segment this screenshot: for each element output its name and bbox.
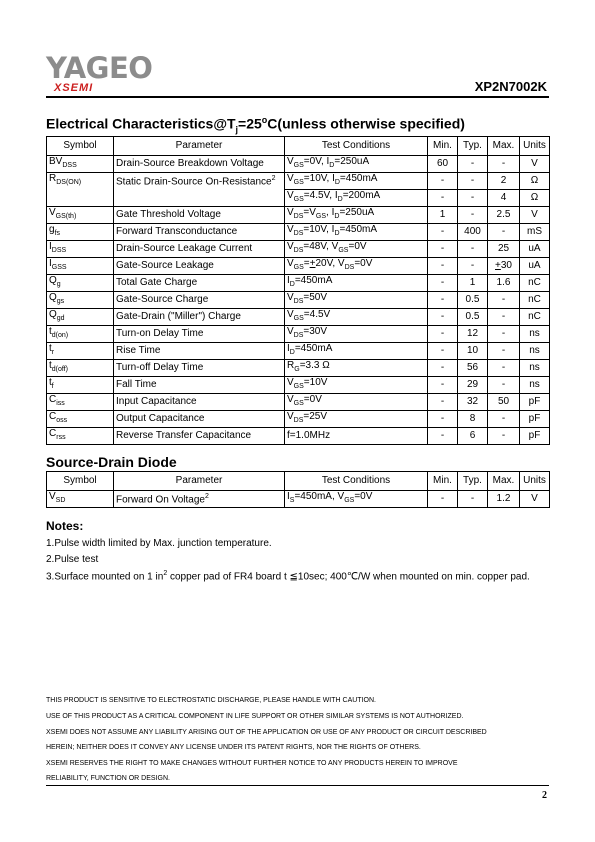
table-row	[47, 360, 550, 377]
typ-cell: 8	[458, 411, 488, 428]
disclaimer-line: HEREIN; NEITHER DOES IT CONVEY ANY LICENSE UNDER ITS PATENT RIGHTS, NOR THE RIGHTS OF OTHERS.	[46, 744, 421, 751]
max-cell: -	[488, 428, 520, 445]
max-cell: 1.6	[488, 275, 520, 292]
condition-cell: $V_{GS}=4.5V$, $I_D=200mA$	[285, 190, 428, 207]
parameter-cell: Reverse Transfer Capacitance	[114, 428, 285, 445]
table-header-row	[47, 137, 550, 156]
min-cell: -	[428, 292, 458, 309]
max-cell: 4	[488, 190, 520, 207]
unit-cell: V	[520, 156, 550, 173]
symbol-cell: $C_{rss}$	[47, 428, 114, 445]
condition-cell: $R_G=3.3$ Ω	[285, 360, 428, 377]
symbol-cell: $Q_g$	[47, 275, 114, 292]
column-header: Min.	[428, 137, 458, 156]
unit-cell: mS	[520, 224, 550, 241]
symbol-cell: $g_{fs}$	[47, 224, 114, 241]
condition-cell: $V_{GS}=10V$	[285, 377, 428, 394]
unit-cell: nC	[520, 292, 550, 309]
table-row	[47, 491, 550, 508]
max-cell: -	[488, 377, 520, 394]
max-cell: -	[488, 309, 520, 326]
typ-cell: -	[458, 258, 488, 275]
typ-cell: 56	[458, 360, 488, 377]
max-cell: -	[488, 343, 520, 360]
note-1: 1.Pulse width limited by Max. junction temperature.	[46, 538, 272, 549]
table-header-row	[47, 472, 550, 491]
column-header: Units	[520, 472, 550, 491]
max-cell: -	[488, 326, 520, 343]
min-cell: -	[428, 428, 458, 445]
condition-cell: $I_D=450mA$	[285, 275, 428, 292]
typ-cell: -	[458, 491, 488, 508]
symbol-cell: $V_{SD}$	[47, 491, 114, 508]
symbol-cell: $t_{d(on)}$	[47, 326, 114, 343]
column-header: Max.	[488, 137, 520, 156]
table-row	[47, 377, 550, 394]
parameter-cell: Gate-Source Leakage	[114, 258, 285, 275]
symbol-cell: $Q_{gs}$	[47, 292, 114, 309]
logo-wordmark: YAGEO	[46, 51, 153, 85]
condition-cell: $I_D=450mA$	[285, 343, 428, 360]
page-number: 2	[542, 790, 547, 801]
condition-cell: $V_{GS}=+20V$, $V_{DS}=0V$	[285, 258, 428, 275]
typ-cell: -	[458, 190, 488, 207]
typ-cell: 400	[458, 224, 488, 241]
disclaimer-line: RELIABILITY, FUNCTION OR DESIGN.	[46, 775, 170, 782]
note-2: 2.Pulse test	[46, 554, 99, 565]
typ-cell: 12	[458, 326, 488, 343]
column-header: Parameter	[114, 137, 285, 156]
header-divider	[46, 96, 549, 98]
max-cell: -	[488, 224, 520, 241]
table-row	[47, 394, 550, 411]
condition-cell: f=1.0MHz	[285, 428, 428, 445]
logo-subbrand: XSEMI	[54, 82, 94, 94]
table-row	[47, 292, 550, 309]
typ-cell: 1	[458, 275, 488, 292]
footer-divider	[46, 785, 549, 786]
symbol-cell: $t_r$	[47, 343, 114, 360]
unit-cell: Ω	[520, 173, 550, 190]
table-row	[47, 173, 550, 190]
parameter-cell: Gate Threshold Voltage	[114, 207, 285, 224]
condition-cell: $V_{GS}=0V$, $I_D=250uA$	[285, 156, 428, 173]
parameter-cell: Forward Transconductance	[114, 224, 285, 241]
min-cell: -	[428, 377, 458, 394]
table-row	[47, 207, 550, 224]
symbol-cell: $I_{GSS}$	[47, 258, 114, 275]
symbol-cell: $Q_{gd}$	[47, 309, 114, 326]
unit-cell: V	[520, 207, 550, 224]
condition-cell: $V_{DS}=V_{GS}$, $I_D=250uA$	[285, 207, 428, 224]
typ-cell: -	[458, 156, 488, 173]
min-cell: -	[428, 394, 458, 411]
min-cell: -	[428, 360, 458, 377]
parameter-cell: Turn-off Delay Time	[114, 360, 285, 377]
column-header: Parameter	[114, 472, 285, 491]
max-cell: 2	[488, 173, 520, 190]
symbol-cell: $C_{iss}$	[47, 394, 114, 411]
column-header: Symbol	[47, 472, 114, 491]
max-cell: 25	[488, 241, 520, 258]
condition-cell: $V_{GS}=0V$	[285, 394, 428, 411]
column-header: Units	[520, 137, 550, 156]
table-row	[47, 224, 550, 241]
part-number: XP2N7002K	[474, 79, 547, 94]
unit-cell: pF	[520, 411, 550, 428]
unit-cell: V	[520, 491, 550, 508]
table-row	[47, 258, 550, 275]
unit-cell: uA	[520, 241, 550, 258]
symbol-cell: $BV_{DSS}$	[47, 156, 114, 173]
max-cell: 50	[488, 394, 520, 411]
max-cell: -	[488, 411, 520, 428]
parameter-cell: Gate-Source Charge	[114, 292, 285, 309]
max-cell: -	[488, 292, 520, 309]
min-cell: -	[428, 241, 458, 258]
symbol-cell: $R_{DS(ON)}$	[47, 173, 114, 207]
disclaimer-line: THIS PRODUCT IS SENSITIVE TO ELECTROSTATIC DISCHARGE, PLEASE HANDLE WITH CAUTION.	[46, 697, 376, 704]
yageo-logo	[46, 51, 153, 94]
table-row	[47, 428, 550, 445]
parameter-cell: Gate-Drain ("Miller") Charge	[114, 309, 285, 326]
typ-cell: 0.5	[458, 309, 488, 326]
unit-cell: ns	[520, 343, 550, 360]
symbol-cell: $t_{d(off)}$	[47, 360, 114, 377]
parameter-cell: Total Gate Charge	[114, 275, 285, 292]
table-row	[47, 241, 550, 258]
column-header: Typ.	[458, 137, 488, 156]
max-cell: -	[488, 360, 520, 377]
unit-cell: nC	[520, 309, 550, 326]
condition-cell: $V_{DS}=10V$, $I_D=450mA$	[285, 224, 428, 241]
column-header: Test Conditions	[285, 137, 428, 156]
min-cell: -	[428, 275, 458, 292]
unit-cell: ns	[520, 326, 550, 343]
table-row	[47, 275, 550, 292]
parameter-cell: Drain-Source Leakage Current	[114, 241, 285, 258]
table-row	[47, 326, 550, 343]
unit-cell: pF	[520, 394, 550, 411]
unit-cell: uA	[520, 258, 550, 275]
symbol-cell: $I_{DSS}$	[47, 241, 114, 258]
typ-cell: -	[458, 207, 488, 224]
min-cell: -	[428, 326, 458, 343]
typ-cell: 10	[458, 343, 488, 360]
typ-cell: 29	[458, 377, 488, 394]
symbol-cell: $C_{oss}$	[47, 411, 114, 428]
condition-cell: $V_{DS}=30V$	[285, 326, 428, 343]
max-cell: +30	[488, 258, 520, 275]
min-cell: -	[428, 190, 458, 207]
unit-cell: Ω	[520, 190, 550, 207]
condition-cell: $V_{GS}=10V$, $I_D=450mA$	[285, 173, 428, 190]
max-cell: -	[488, 156, 520, 173]
disclaimer-line: XSEMI DOES NOT ASSUME ANY LIABILITY ARISING OUT OF THE APPLICATION OR USE OF ANY PRODUCT OR CIRCUIT DESCRIBED	[46, 729, 487, 736]
parameter-cell: Rise Time	[114, 343, 285, 360]
unit-cell: ns	[520, 377, 550, 394]
parameter-cell: Forward On Voltage$^2$	[114, 491, 285, 508]
electrical-title: Electrical $Characteristics@T_j=25^oC(unless$ otherwise specified)	[46, 115, 465, 135]
min-cell: 60	[428, 156, 458, 173]
min-cell: -	[428, 491, 458, 508]
parameter-cell: Drain-Source Breakdown Voltage	[114, 156, 285, 173]
parameter-cell: Fall Time	[114, 377, 285, 394]
unit-cell: pF	[520, 428, 550, 445]
typ-cell: 32	[458, 394, 488, 411]
notes-title: Notes:	[46, 519, 84, 533]
min-cell: -	[428, 258, 458, 275]
max-cell: 2.5	[488, 207, 520, 224]
max-cell: 1.2	[488, 491, 520, 508]
parameter-cell: Output Capacitance	[114, 411, 285, 428]
column-header: Typ.	[458, 472, 488, 491]
note-3: 3.Surface mounted on 1 $in^2$ copper pad of FR4 board t ≦10sec; 400℃/W when mounted on min. copper pad.	[46, 570, 530, 583]
table-row	[47, 411, 550, 428]
condition-cell: $V_{GS}=4.5V$	[285, 309, 428, 326]
electrical-table	[46, 136, 550, 445]
parameter-cell: Input Capacitance	[114, 394, 285, 411]
min-cell: -	[428, 173, 458, 190]
column-header: Max.	[488, 472, 520, 491]
unit-cell: ns	[520, 360, 550, 377]
min-cell: 1	[428, 207, 458, 224]
symbol-cell: $V_{GS(th)}$	[47, 207, 114, 224]
condition-cell: $I_S=450mA$, $V_{GS}=0V$	[285, 491, 428, 508]
typ-cell: 0.5	[458, 292, 488, 309]
parameter-cell: Turn-on Delay Time	[114, 326, 285, 343]
disclaimer-line: USE OF THIS PRODUCT AS A CRITICAL COMPONENT IN LIFE SUPPORT OR OTHER SIMILAR SYSTEMS IS NOT AUTHORIZED.	[46, 713, 464, 720]
column-header: Min.	[428, 472, 458, 491]
column-header: Symbol	[47, 137, 114, 156]
condition-cell: $V_{DS}=48V$, $V_{GS}=0V$	[285, 241, 428, 258]
condition-cell: $V_{DS}=50V$	[285, 292, 428, 309]
table-row	[47, 156, 550, 173]
table-row	[47, 309, 550, 326]
typ-cell: 6	[458, 428, 488, 445]
min-cell: -	[428, 411, 458, 428]
typ-cell: -	[458, 173, 488, 190]
diode-title: Source-Drain Diode	[46, 454, 177, 470]
min-cell: -	[428, 309, 458, 326]
parameter-cell: Static Drain-Source On-Resistance$^2$	[114, 173, 285, 207]
column-header: Test Conditions	[285, 472, 428, 491]
disclaimer-line: XSEMI RESERVES THE RIGHT TO MAKE CHANGES WITHOUT FURTHER NOTICE TO ANY PRODUCTS HEREIN TO IMPROVE	[46, 760, 458, 767]
min-cell: -	[428, 343, 458, 360]
symbol-cell: $t_f$	[47, 377, 114, 394]
unit-cell: nC	[520, 275, 550, 292]
diode-table	[46, 471, 550, 508]
condition-cell: $V_{DS}=25V$	[285, 411, 428, 428]
table-row	[47, 343, 550, 360]
typ-cell: -	[458, 241, 488, 258]
min-cell: -	[428, 224, 458, 241]
